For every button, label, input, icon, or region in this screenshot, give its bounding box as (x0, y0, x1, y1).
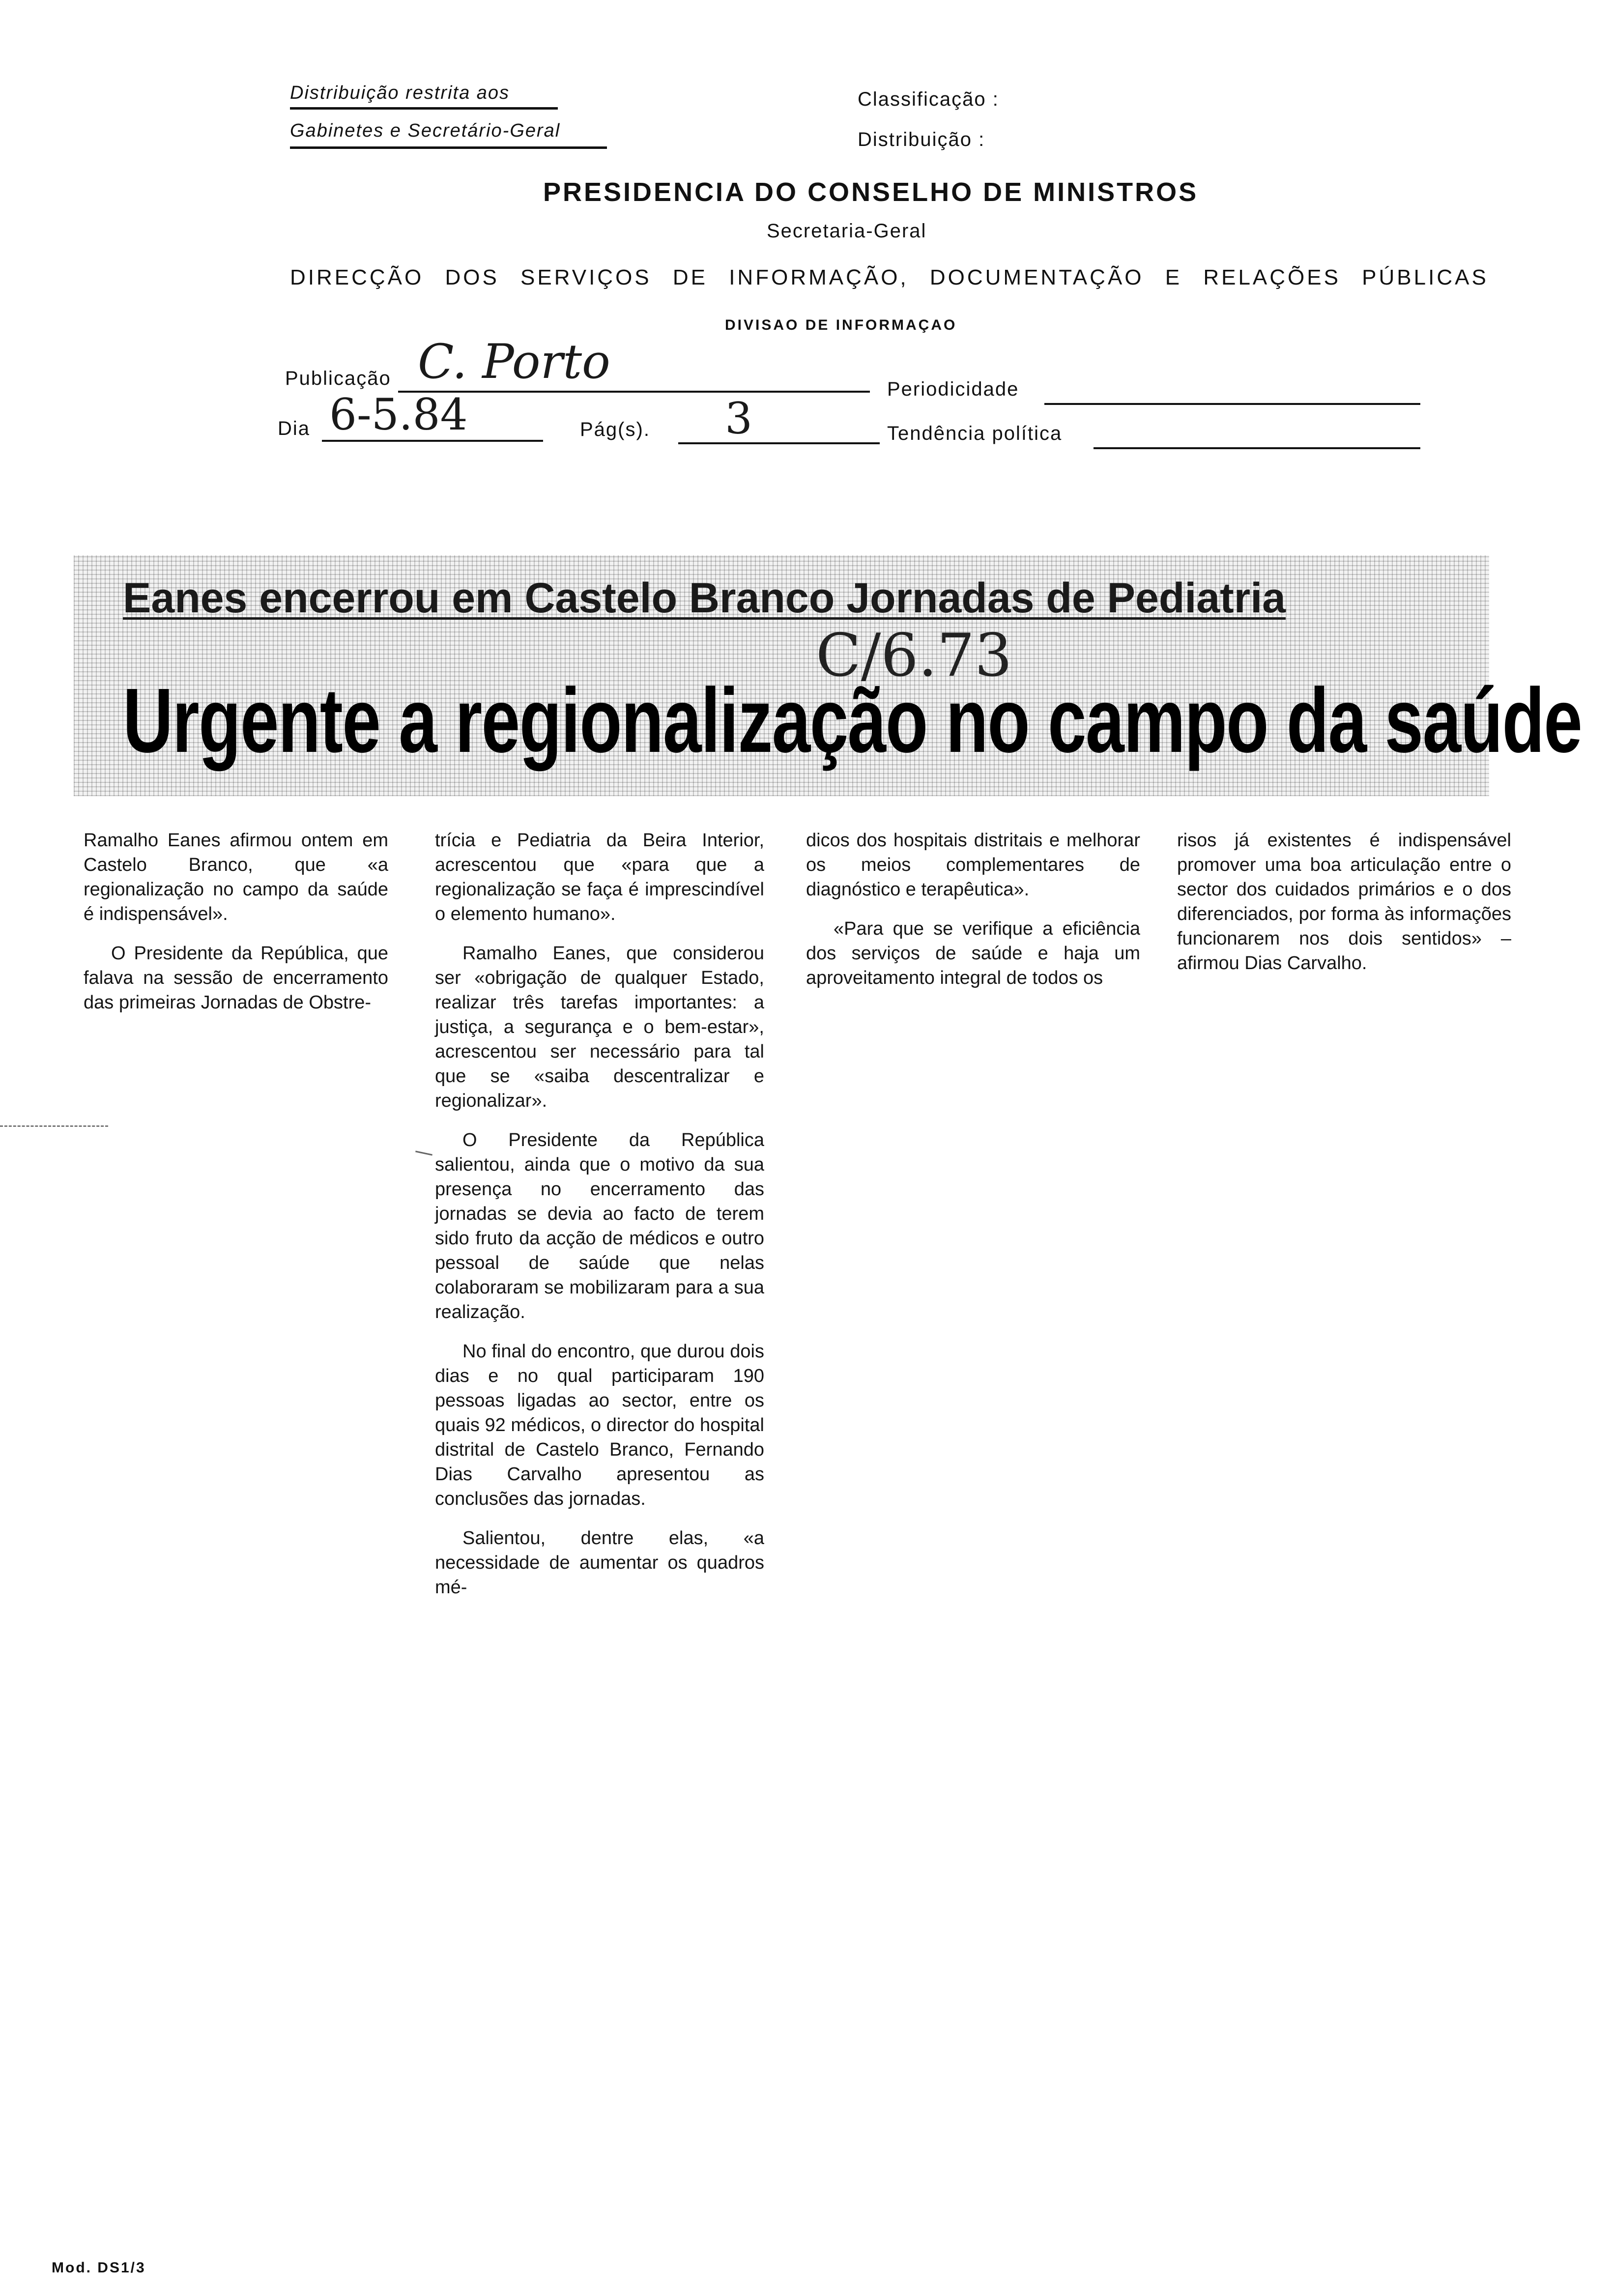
pags-label: Pág(s). (580, 419, 650, 440)
distribution-text-1: Distribuição restrita aos (290, 83, 510, 103)
article-column-4 (1177, 828, 1511, 990)
publicacao-label: Publicação (285, 368, 391, 389)
article-paragraph: risos já existentes é indispensável promover uma boa articulação entre o sector dos cuidados primários e o dos diferenciados, por forma às informações funcionarem nos dois sentidos» – afirmou Dias Carvalho. (1177, 830, 1511, 974)
dia-field-line (322, 440, 543, 442)
scan-mark (415, 1150, 432, 1155)
article-paragraph: Ramalho Eanes, que considerou ser «obrigação de qualquer Estado, realizar três tarefas importantes: a justiça, a segurança e o bem-estar», acrescentou ser necessário para tal que se «saiba descentralizar e regionalizar». (435, 943, 764, 1111)
article-paragraph: O Presidente da República, que falava na sessão de encerramento das primeiras Jornadas de Obstre- (84, 943, 388, 1013)
article-kicker: Eanes encerrou em Castelo Branco Jornadas de Pediatria (123, 574, 1286, 622)
directorate-title: DIRECÇÃO DOS SERVIÇOS DE INFORMAÇÃO, DOCUMENTAÇÃO E RELAÇÕES PÚBLICAS (290, 265, 1489, 289)
archive-reference-handwritten: C/6.73 (816, 622, 1012, 690)
publicacao-handwritten: C. Porto (418, 334, 610, 389)
tendencia-field-line (1094, 447, 1420, 449)
distribution-line-1 (290, 83, 510, 104)
division-title: DIVISAO DE INFORMAÇAO (725, 317, 957, 333)
article-paragraph: Ramalho Eanes afirmou ontem em Castelo Branco, que «a regionalização no campo da saúde é indispensável». (84, 830, 388, 924)
article-paragraph: «Para que se verifique a eficiência dos serviços de saúde e haja um aproveitamento integral de todos os (806, 918, 1140, 988)
article-paragraph: trícia e Pediatria da Beira Interior, acrescentou que «para que a regionalização se faça é imprescindível o elemento humano». (435, 830, 764, 924)
distribution-underline-2 (290, 146, 607, 149)
distribution-line-2 (290, 120, 560, 142)
article-column-2 (435, 828, 764, 1614)
classificacao-label: Classificação : (858, 88, 999, 110)
dia-label: Dia (278, 418, 311, 439)
periodicidade-field-line (1044, 403, 1420, 405)
distribution-text-2: Gabinetes e Secretário-Geral (290, 120, 561, 141)
scan-mark (0, 1125, 108, 1127)
secretariat-title: Secretaria-Geral (767, 220, 927, 242)
pags-field-line (678, 442, 880, 444)
periodicidade-label: Periodicidade (887, 378, 1019, 400)
article-headline: Urgente a regionalização no campo da saúde (123, 670, 1582, 772)
article-paragraph: Salientou, dentre elas, «a necessidade de aumentar os quadros mé- (435, 1528, 764, 1598)
form-code: Mod. DS1/3 (52, 2260, 146, 2276)
publicacao-field-line (398, 391, 870, 393)
article-paragraph: dicos dos hospitais distritais e melhorar os meios complementares de diagnóstico e terapêutica». (806, 830, 1140, 900)
article-column-1 (84, 828, 388, 1030)
article-paragraph: O Presidente da República salientou, ainda que o motivo da sua presença no encerramento das jornadas se devia ao facto de terem sido fruto da acção de médicos e outro pessoal de saúde que nelas colaboraram se mobilizaram para a sua realização. (435, 1130, 764, 1322)
distribuicao-label: Distribuição : (858, 129, 985, 150)
article-column-3 (806, 828, 1140, 1005)
article-paragraph: No final do encontro, que durou dois dias e no qual participaram 190 pessoas ligadas ao sector, entre os quais 92 médicos, o director do hospital distrital de Castelo Branco, Fernando Dias Carvalho apresentou as conclusões das jornadas. (435, 1341, 764, 1509)
pags-handwritten: 3 (725, 393, 752, 444)
tendencia-label: Tendência política (887, 423, 1063, 444)
dia-handwritten: 6-5.84 (329, 389, 468, 440)
organization-title: PRESIDENCIA DO CONSELHO DE MINISTROS (543, 177, 1199, 207)
distribution-underline-1 (290, 107, 558, 110)
